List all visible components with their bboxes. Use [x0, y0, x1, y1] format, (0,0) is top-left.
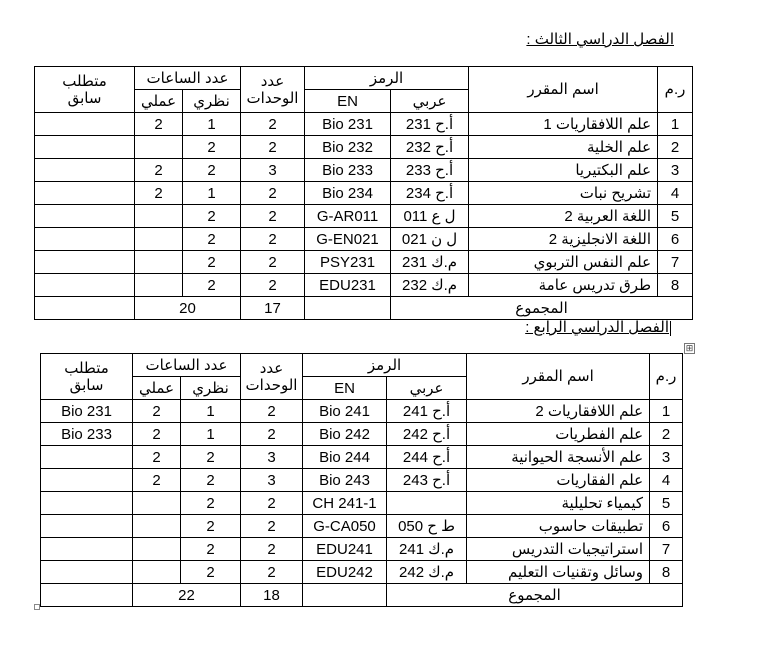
cell-prereq [35, 136, 135, 159]
cell-code-en: G-EN021 [305, 228, 391, 251]
cell-practical [133, 515, 181, 538]
table-row [35, 159, 693, 182]
cell-units: 2 [241, 113, 305, 136]
total-prereq-blank [35, 297, 135, 320]
cell-theory: 2 [183, 274, 241, 297]
cell-code-en: G-AR011 [305, 205, 391, 228]
cell-num: 8 [650, 561, 683, 584]
header-theory: نظري [183, 90, 241, 113]
cell-code-en: Bio 241 [303, 400, 387, 423]
cell-course-name: علم البكتيريا [469, 159, 658, 182]
total-hours: 22 [133, 584, 241, 607]
cell-code-ar: أ.ح 242 [387, 423, 467, 446]
cell-num: 6 [650, 515, 683, 538]
cell-theory: 2 [183, 228, 241, 251]
cell-units: 2 [241, 136, 305, 159]
cell-units: 2 [241, 274, 305, 297]
header-code-en: EN [305, 90, 391, 113]
total-hours: 20 [135, 297, 241, 320]
total-row [35, 297, 693, 320]
cell-num: 5 [658, 205, 693, 228]
cell-theory: 1 [181, 423, 241, 446]
header-prereq: متطلب سابق [41, 354, 133, 400]
cell-prereq [35, 159, 135, 182]
cell-practical [133, 561, 181, 584]
cell-code-ar: أ.ح 234 [391, 182, 469, 205]
cell-num: 5 [650, 492, 683, 515]
cell-prereq: Bio 233 [41, 423, 133, 446]
cell-code-ar: ط ح 050 [387, 515, 467, 538]
cell-code-en: Bio 232 [305, 136, 391, 159]
cell-code-en: Bio 242 [303, 423, 387, 446]
cell-practical [135, 136, 183, 159]
table-row [35, 113, 693, 136]
cell-prereq [41, 561, 133, 584]
table-row [35, 205, 693, 228]
cell-course-name: علم الخلية [469, 136, 658, 159]
table-row [41, 446, 683, 469]
semester4-table [40, 353, 683, 607]
cell-course-name: وسائل وتقنيات التعليم [467, 561, 650, 584]
header-course-name: اسم المقرر [467, 354, 650, 400]
cell-prereq [41, 446, 133, 469]
table-row [41, 469, 683, 492]
cell-num: 2 [658, 136, 693, 159]
cell-code-ar: أ.ح 244 [387, 446, 467, 469]
cell-prereq [35, 205, 135, 228]
header-prereq: متطلب سابق [35, 67, 135, 113]
cell-practical: 2 [135, 182, 183, 205]
cell-code-ar: ل ن 021 [391, 228, 469, 251]
cell-prereq [35, 182, 135, 205]
cell-units: 2 [241, 515, 303, 538]
header-course-name: اسم المقرر [469, 67, 658, 113]
cell-units: 2 [241, 251, 305, 274]
table-row [35, 228, 693, 251]
header-hours: عدد الساعات [135, 67, 241, 90]
cell-num: 7 [650, 538, 683, 561]
cell-code-en: Bio 244 [303, 446, 387, 469]
semester3-table [34, 66, 693, 320]
header-theory: نظري [181, 377, 241, 400]
table-row [35, 274, 693, 297]
header-code-ar: عربي [387, 377, 467, 400]
cell-num: 8 [658, 274, 693, 297]
cell-code-ar: ل ع 011 [391, 205, 469, 228]
cell-code-ar: أ.ح 243 [387, 469, 467, 492]
cell-theory: 2 [181, 492, 241, 515]
cell-num: 7 [658, 251, 693, 274]
table-row [41, 515, 683, 538]
table-row [41, 538, 683, 561]
cell-units: 2 [241, 205, 305, 228]
cell-num: 6 [658, 228, 693, 251]
semester3-title: الفصل الدراسي الثالث : [526, 31, 674, 48]
cell-course-name: علم اللافقاريات 2 [467, 400, 650, 423]
table-row [41, 492, 683, 515]
cell-code-ar: أ.ح 231 [391, 113, 469, 136]
cell-prereq: Bio 231 [41, 400, 133, 423]
cell-course-name: علم اللافقاريات 1 [469, 113, 658, 136]
cell-practical [135, 205, 183, 228]
cell-units: 2 [241, 400, 303, 423]
header-num: ر.م [650, 354, 683, 400]
header-code: الرمز [305, 67, 469, 90]
cell-code-en: Bio 243 [303, 469, 387, 492]
table-row [35, 136, 693, 159]
cell-practical [135, 228, 183, 251]
cell-code-en: Bio 234 [305, 182, 391, 205]
cell-code-ar: م.ك 242 [387, 561, 467, 584]
cell-practical: 2 [133, 446, 181, 469]
cell-theory: 2 [181, 469, 241, 492]
total-blank [303, 584, 387, 607]
total-row [41, 584, 683, 607]
cell-course-name: تطبيقات حاسوب [467, 515, 650, 538]
cell-course-name: علم النفس التربوي [469, 251, 658, 274]
text-cursor [670, 321, 671, 336]
cell-course-name: علم الفقاريات [467, 469, 650, 492]
cell-code-en: PSY231 [305, 251, 391, 274]
header-hours: عدد الساعات [133, 354, 241, 377]
cell-code-en: Bio 233 [305, 159, 391, 182]
cell-code-en: EDU231 [305, 274, 391, 297]
cell-code-ar: أ.ح 233 [391, 159, 469, 182]
cell-practical [133, 538, 181, 561]
cell-theory: 2 [183, 251, 241, 274]
table-row [41, 561, 683, 584]
cell-code-en: Bio 231 [305, 113, 391, 136]
total-prereq-blank [41, 584, 133, 607]
cell-code-en: EDU242 [303, 561, 387, 584]
cell-course-name: اللغة العربية 2 [469, 205, 658, 228]
table-row [41, 400, 683, 423]
cell-units: 2 [241, 538, 303, 561]
paragraph-end-mark [34, 604, 40, 610]
cell-num: 4 [650, 469, 683, 492]
cell-units: 2 [241, 182, 305, 205]
cell-practical: 2 [133, 469, 181, 492]
cell-prereq [41, 469, 133, 492]
header-code-en: EN [303, 377, 387, 400]
cell-theory: 2 [181, 538, 241, 561]
cell-course-name: استراتيجيات التدريس [467, 538, 650, 561]
total-label: المجموع [387, 584, 683, 607]
total-units: 18 [241, 584, 303, 607]
cell-theory: 2 [183, 205, 241, 228]
cell-theory: 2 [183, 136, 241, 159]
total-blank [305, 297, 391, 320]
cell-units: 3 [241, 469, 303, 492]
cell-code-ar: م.ك 232 [391, 274, 469, 297]
cell-practical [135, 274, 183, 297]
table-move-handle-icon[interactable]: ⊞ [685, 343, 694, 353]
cell-code-ar: أ.ح 232 [391, 136, 469, 159]
cell-practical: 2 [133, 423, 181, 446]
cell-theory: 1 [181, 400, 241, 423]
cell-practical [135, 251, 183, 274]
cell-prereq [35, 113, 135, 136]
cell-code-en: EDU241 [303, 538, 387, 561]
cell-units: 2 [241, 228, 305, 251]
cell-prereq [35, 274, 135, 297]
cell-units: 2 [241, 492, 303, 515]
cell-num: 4 [658, 182, 693, 205]
cell-code-ar: م.ك 241 [387, 538, 467, 561]
cell-code-en: CH 241-1 [303, 492, 387, 515]
cell-prereq [41, 538, 133, 561]
cell-theory: 2 [181, 446, 241, 469]
cell-code-ar: م.ك 231 [391, 251, 469, 274]
header-practical: عملي [135, 90, 183, 113]
cell-code-en: G-CA050 [303, 515, 387, 538]
cell-theory: 2 [183, 159, 241, 182]
cell-theory: 2 [181, 515, 241, 538]
header-units: عدد الوحدات [241, 354, 303, 400]
cell-practical: 2 [135, 159, 183, 182]
cell-course-name: اللغة الانجليزية 2 [469, 228, 658, 251]
cell-course-name: علم الأنسجة الحيوانية [467, 446, 650, 469]
cell-units: 2 [241, 561, 303, 584]
cell-theory: 2 [181, 561, 241, 584]
cell-num: 3 [650, 446, 683, 469]
semester4-title: الفصل الدراسي الرابع : [525, 319, 669, 336]
table-row [41, 423, 683, 446]
cell-course-name: طرق تدريس عامة [469, 274, 658, 297]
cell-practical: 2 [135, 113, 183, 136]
cell-num: 1 [650, 400, 683, 423]
cell-course-name: علم الفطريات [467, 423, 650, 446]
header-practical: عملي [133, 377, 181, 400]
table-row [35, 182, 693, 205]
cell-prereq [41, 515, 133, 538]
cell-units: 2 [241, 423, 303, 446]
cell-num: 1 [658, 113, 693, 136]
cell-units: 3 [241, 446, 303, 469]
table-row [35, 251, 693, 274]
cell-prereq [35, 251, 135, 274]
cell-theory: 1 [183, 113, 241, 136]
total-units: 17 [241, 297, 305, 320]
header-num: ر.م [658, 67, 693, 113]
cell-practical [133, 492, 181, 515]
cell-code-ar [387, 492, 467, 515]
cell-course-name: كيمياء تحليلية [467, 492, 650, 515]
header-code: الرمز [303, 354, 467, 377]
cell-code-ar: أ.ح 241 [387, 400, 467, 423]
cell-num: 3 [658, 159, 693, 182]
cell-prereq [35, 228, 135, 251]
header-units: عدد الوحدات [241, 67, 305, 113]
total-label: المجموع [391, 297, 693, 320]
cell-num: 2 [650, 423, 683, 446]
cell-course-name: تشريح نبات [469, 182, 658, 205]
cell-prereq [41, 492, 133, 515]
cell-practical: 2 [133, 400, 181, 423]
cell-units: 3 [241, 159, 305, 182]
cell-theory: 1 [183, 182, 241, 205]
header-code-ar: عربي [391, 90, 469, 113]
